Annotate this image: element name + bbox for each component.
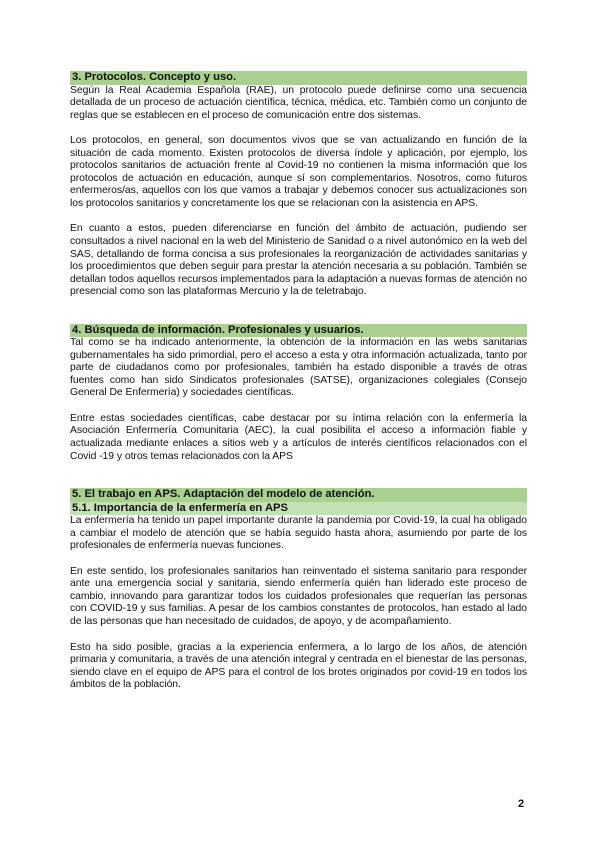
section-4-heading: 4. Búsqueda de información. Profesionales y usuarios. <box>70 324 527 338</box>
section-5-1-subheading: 5.1. Importancia de la enfermería en APS <box>70 502 527 516</box>
section-3-paragraph-2: Los protocolos, en general, son documentos vivos que se van actualizando en función de la situación de cada momento. Existen protocolos de diversa índole y aplicación, por ejemplo, los protocolos sanitarios de actuación frente al Covid-19 no contienen la misma información que los protocolos de actuación en educación, aunque sí son complementarios. Nosotros, como futuros enfermeros/as, aquellos con los que vamos a trabajar y debemos conocer sus actualizaciones son los protocolos sanitarios y concretamente los que se relacionan con la asistencia en APS. <box>70 135 527 209</box>
section-5-paragraph-1: La enfermería ha tenido un papel importante durante la pandemia por Covid-19, la cual ha obligado a cambiar el modelo de atención que se había seguido hasta ahora, asumiendo por parte de los profesionales de enfermería nuevas funciones. <box>70 515 527 552</box>
section-3-paragraph-1: Según la Real Academia Española (RAE), un protocolo puede definirse como una secuencia detallada de un proceso de actuación científica, técnica, médica, etc. También como un conjunto de reglas que se establecen en el proceso de comunicación entre dos sistemas. <box>70 84 527 121</box>
section-4-paragraph-2: Entre estas sociedades científicas, cabe destacar por su íntima relación con la enfermería la Asociación Enfermería Comunitaria (AEC), la cual posibilita el acceso a información fiable y actualizada mediante enlaces a sitios web y a artículos de interés científicos relacionados con el Covid -19 y otros temas relacionados con la APS <box>70 412 527 462</box>
section-3-heading: 3. Protocolos. Concepto y uso. <box>70 71 527 85</box>
section-5-heading: 5. El trabajo en APS. Adaptación del modelo de atención. <box>70 488 527 502</box>
section-5-paragraph-2: En este sentido, los profesionales sanitarios han reinventado el sistema sanitario para responder ante una emergencia social y sanitaria, siendo enfermería quién han liderado este proceso de cambio, innovando para garantizar todos los cuidados profesionales que requerían las personas con COVID-19 y sus familias. A pesar de los cambios constantes de protocolos, han estado al lado de las personas que han necesitado de cuidados, de apoyo, y de acompañamiento. <box>70 565 527 627</box>
page-number: 2 <box>518 798 525 810</box>
section-4-paragraph-1: Tal como se ha indicado anteriormente, la obtención de la información en las webs sanitarias gubernamentales ha sido primordial, pero el acceso a esta y otra información actualizada, tanto por parte de ciudadanos como por profesionales, también ha estado disponible a través de otras fuentes como han sido Sindicatos profesionales (SATSE), organizaciones colegiales (Consejo General De Enfermería) y sociedades científicas. <box>70 337 527 399</box>
section-3-paragraph-3: En cuanto a estos, pueden diferenciarse en función del ámbito de actuación, pudiendo ser consultados a nivel nacional en la web del Ministerio de Sanidad o a nivel autonómico en la web del SAS, detallando de forma concisa a sus profesionales la reorganización de actividades sanitarias y los procedimientos que deben seguir para prestar la atención necesaria a su población. También se detallan todos aquellos recursos implementados para la adaptación a nuevas formas de atención no presencial como son las plataformas Mercurio y la de teletrabajo. <box>70 223 527 298</box>
section-5-paragraph-3: Esto ha sido posible, gracias a la experiencia enfermera, a lo largo de los años, de atención primaria y comunitaria, a través de una atención integral y centrada en el bienestar de las personas, siendo clave en el equipo de APS para el control de los brotes originados por covid-19 en todos los ámbitos de la población. <box>70 641 527 691</box>
document-page <box>70 71 527 692</box>
